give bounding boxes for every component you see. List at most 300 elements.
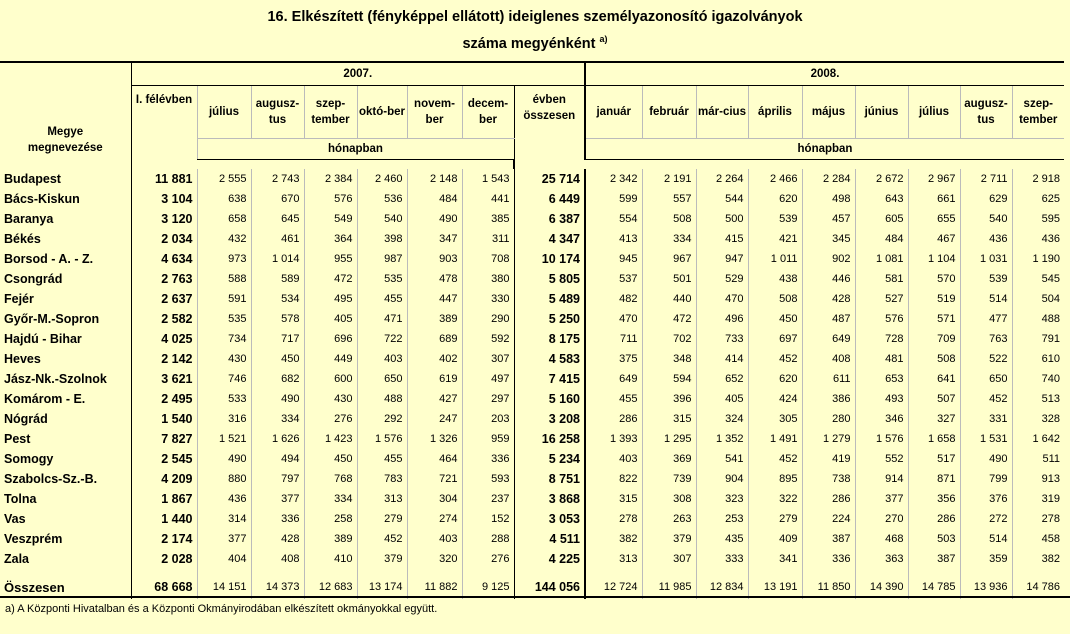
table-cell: 11 882 [407, 575, 462, 599]
table-cell: 581 [855, 269, 908, 289]
table-cell: 432 [197, 229, 251, 249]
table-row [0, 249, 1064, 269]
table-cell: 734 [197, 329, 251, 349]
table-cell: 2 743 [251, 169, 304, 189]
table-cell: 1 540 [131, 409, 197, 429]
table-cell: 740 [1012, 369, 1064, 389]
table-cell: 619 [407, 369, 462, 389]
table-cell: 409 [748, 529, 802, 549]
table-cell: 799 [960, 469, 1012, 489]
table-row [0, 289, 1064, 309]
table-cell: 471 [357, 309, 407, 329]
table-cell: 3 104 [131, 189, 197, 209]
table-cell: 389 [407, 309, 462, 329]
county-name: Zala [4, 552, 30, 566]
table-cell: 452 [748, 449, 802, 469]
table-cell: 552 [855, 449, 908, 469]
table-cell: 382 [585, 529, 642, 549]
table-cell: 709 [908, 329, 960, 349]
county-name: Vas [4, 512, 26, 526]
table-cell: 314 [197, 509, 251, 529]
table-row [0, 369, 1064, 389]
table-cell: 650 [960, 369, 1012, 389]
table-cell: 5 489 [514, 289, 585, 309]
table-cell: 545 [1012, 269, 1064, 289]
table-cell: 2 148 [407, 169, 462, 189]
table-cell: 557 [642, 189, 696, 209]
table-cell: 708 [462, 249, 514, 269]
table-cell: 2 034 [131, 229, 197, 249]
table-cell: 488 [1012, 309, 1064, 329]
table-cell: 2 264 [696, 169, 748, 189]
table-row [0, 329, 1064, 349]
table-cell: 2 582 [131, 309, 197, 329]
year-2007-header: 2007. [131, 62, 585, 86]
table-cell: 5 160 [514, 389, 585, 409]
county-name: Jász-Nk.-Szolnok [4, 372, 107, 386]
table-cell: 763 [960, 329, 1012, 349]
table-cell: 605 [855, 209, 908, 229]
table-cell: 316 [197, 409, 251, 429]
table-cell: 430 [304, 389, 357, 409]
county-name: Borsod - A. - Z. [4, 252, 94, 266]
table-cell: 641 [908, 369, 960, 389]
table-cell: 2 711 [960, 169, 1012, 189]
table-cell: 535 [357, 269, 407, 289]
table-cell: 652 [696, 369, 748, 389]
table-cell: 415 [696, 229, 748, 249]
table-cell: 313 [357, 489, 407, 509]
table-cell: 895 [748, 469, 802, 489]
table-cell: 450 [748, 309, 802, 329]
table-cell: 571 [908, 309, 960, 329]
table-cell: 591 [197, 289, 251, 309]
table-cell: 696 [304, 329, 357, 349]
table-cell: 379 [642, 529, 696, 549]
table-row [0, 549, 1064, 569]
footnote: a) A Központi Hivatalban és a Központi Okmányirodában elkészített okmányokkal együtt. [0, 596, 1070, 615]
table-cell: 436 [960, 229, 1012, 249]
table-cell: 497 [462, 369, 514, 389]
table-cell: 541 [696, 449, 748, 469]
table-cell: 468 [855, 529, 908, 549]
table-cell: 450 [251, 349, 304, 369]
table-cell: 638 [197, 189, 251, 209]
table-cell: 711 [585, 329, 642, 349]
table-cell: 377 [197, 529, 251, 549]
table-cell: 517 [908, 449, 960, 469]
row-label-text: Megye megnevezése [27, 125, 103, 154]
table-cell: 768 [304, 469, 357, 489]
table-cell: 649 [802, 329, 855, 349]
table-cell: 535 [197, 309, 251, 329]
table-cell: 1 576 [855, 429, 908, 449]
table-cell: 2 466 [748, 169, 802, 189]
table-cell: 620 [748, 189, 802, 209]
table-cell: 472 [304, 269, 357, 289]
table-cell: 490 [407, 209, 462, 229]
col-header-2008-2: már-cius [696, 86, 748, 139]
table-cell: 7 827 [131, 429, 197, 449]
table-cell: 286 [802, 489, 855, 509]
table-cell: 578 [251, 309, 304, 329]
table-cell: 1 423 [304, 429, 357, 449]
table-cell: 508 [748, 289, 802, 309]
table-cell: 336 [251, 509, 304, 529]
table-cell: 4 634 [131, 249, 197, 269]
table-cell: 494 [251, 449, 304, 469]
table-cell: 519 [908, 289, 960, 309]
col-header-2008-5: június [855, 86, 908, 139]
table-cell: 450 [304, 449, 357, 469]
table-cell: 286 [908, 509, 960, 529]
table-cell: 2 672 [855, 169, 908, 189]
table-cell: 2 284 [802, 169, 855, 189]
table-cell: 3 208 [514, 409, 585, 429]
col-header-2007-6: decem-ber [462, 86, 514, 139]
table-cell: 1 352 [696, 429, 748, 449]
table-cell: 290 [462, 309, 514, 329]
table-cell: 408 [802, 349, 855, 369]
table-cell: 375 [585, 349, 642, 369]
table-cell: 539 [748, 209, 802, 229]
table-cell: 331 [960, 409, 1012, 429]
table-cell: 722 [357, 329, 407, 349]
table-cell: 449 [304, 349, 357, 369]
table-cell: 403 [585, 449, 642, 469]
table-title [0, 6, 1070, 55]
county-name: Nógrád [4, 412, 48, 426]
table-cell: 16 258 [514, 429, 585, 449]
table-cell: 973 [197, 249, 251, 269]
table-cell: 1 867 [131, 489, 197, 509]
table-cell: 404 [197, 549, 251, 569]
table-cell: 389 [304, 529, 357, 549]
table-cell: 1 279 [802, 429, 855, 449]
table-cell: 570 [908, 269, 960, 289]
table-cell: 536 [357, 189, 407, 209]
table-cell: 276 [304, 409, 357, 429]
county-name: Somogy [4, 452, 54, 466]
table-cell: 2 384 [304, 169, 357, 189]
table-cell: 947 [696, 249, 748, 269]
table-cell: 783 [357, 469, 407, 489]
table-cell: 967 [642, 249, 696, 269]
table-cell: 253 [696, 509, 748, 529]
table-cell: 539 [960, 269, 1012, 289]
col-header-2007-3: szep-tember [304, 86, 357, 139]
table-cell: 472 [642, 309, 696, 329]
table-cell: 3 621 [131, 369, 197, 389]
table-cell: 336 [462, 449, 514, 469]
table-row [0, 469, 1064, 489]
title-line-1: 16. Elkészített (fényképpel ellátott) ideiglenes személyazonosító igazolványok [267, 9, 803, 25]
table-cell: 405 [304, 309, 357, 329]
table-cell: 5 234 [514, 449, 585, 469]
col-header-2008-8: szep-tember [1012, 86, 1064, 139]
table-cell: 304 [407, 489, 462, 509]
table-cell: 341 [748, 549, 802, 569]
table-cell: 1 642 [1012, 429, 1064, 449]
col-header-2008-7: augusz-tus [960, 86, 1012, 139]
table-cell: 592 [462, 329, 514, 349]
table-cell: 11 850 [802, 575, 855, 599]
table-cell: 544 [696, 189, 748, 209]
table-cell: 1 295 [642, 429, 696, 449]
table-cell: 385 [462, 209, 514, 229]
table-cell: 1 543 [462, 169, 514, 189]
table-cell: 503 [908, 529, 960, 549]
table-row [0, 309, 1064, 329]
table-cell: 650 [357, 369, 407, 389]
table-cell: 405 [696, 389, 748, 409]
table-cell: 11 985 [642, 575, 696, 599]
table-cell: 498 [802, 189, 855, 209]
table-cell: 3 053 [514, 509, 585, 529]
table-cell: 1 011 [748, 249, 802, 269]
table-cell: 2 174 [131, 529, 197, 549]
county-name: Pest [4, 432, 31, 446]
table-cell: 452 [748, 349, 802, 369]
table-cell: 689 [407, 329, 462, 349]
col-header-2008-4: május [802, 86, 855, 139]
table-cell: 377 [251, 489, 304, 509]
table-cell: 2 637 [131, 289, 197, 309]
table-cell: 324 [696, 409, 748, 429]
table-cell: 279 [748, 509, 802, 529]
year-2008-header: 2008. [585, 62, 1064, 86]
table-cell: 600 [304, 369, 357, 389]
table-cell: 490 [197, 449, 251, 469]
table-cell: 488 [357, 389, 407, 409]
table-cell: 410 [304, 549, 357, 569]
table-cell: 500 [696, 209, 748, 229]
table-cell: 959 [462, 429, 514, 449]
table-cell: 359 [960, 549, 1012, 569]
col-header-2007-1: július [197, 86, 251, 139]
county-name: Komárom - E. [4, 392, 86, 406]
table-cell: 320 [407, 549, 462, 569]
table-cell: 247 [407, 409, 462, 429]
table-cell: 529 [696, 269, 748, 289]
table-cell: 658 [197, 209, 251, 229]
table-cell: 576 [855, 309, 908, 329]
table-cell: 481 [855, 349, 908, 369]
table-cell: 313 [585, 549, 642, 569]
table-cell: 286 [585, 409, 642, 429]
title-line-2 [0, 28, 1070, 55]
table-cell: 414 [696, 349, 748, 369]
county-name: Szabolcs-Sz.-B. [4, 472, 98, 486]
table-cell: 1 031 [960, 249, 1012, 269]
table-cell: 8 751 [514, 469, 585, 489]
table-cell: 2 191 [642, 169, 696, 189]
table-cell: 436 [197, 489, 251, 509]
table-cell: 440 [642, 289, 696, 309]
table-cell: 464 [407, 449, 462, 469]
table-cell: 670 [251, 189, 304, 209]
table-cell: 478 [407, 269, 462, 289]
table-cell: 270 [855, 509, 908, 529]
table-cell: 68 668 [131, 575, 197, 599]
table-cell: 620 [748, 369, 802, 389]
table-cell: 593 [462, 469, 514, 489]
table-cell: 152 [462, 509, 514, 529]
county-name: Békés [4, 232, 41, 246]
table-cell: 12 724 [585, 575, 642, 599]
table-cell: 396 [642, 389, 696, 409]
table-cell: 533 [197, 389, 251, 409]
table-cell: 534 [251, 289, 304, 309]
table-row [0, 529, 1064, 549]
table-row [0, 449, 1064, 469]
table-cell: 1 626 [251, 429, 304, 449]
table-cell: 11 881 [131, 169, 197, 189]
table-cell: 452 [357, 529, 407, 549]
table-cell: 334 [251, 409, 304, 429]
monthly-2008-label: hónapban [585, 139, 1064, 160]
county-name: Összesen [4, 579, 65, 595]
table-cell: 625 [1012, 189, 1064, 209]
table-cell: 435 [696, 529, 748, 549]
table-cell: 599 [585, 189, 642, 209]
table-cell: 278 [585, 509, 642, 529]
table-cell: 1 576 [357, 429, 407, 449]
table-row [0, 389, 1064, 409]
table-cell: 511 [1012, 449, 1064, 469]
table-cell: 447 [407, 289, 462, 309]
table-cell: 280 [802, 409, 855, 429]
table-cell: 274 [407, 509, 462, 529]
table-cell: 903 [407, 249, 462, 269]
county-name: Győr-M.-Sopron [4, 312, 100, 326]
table-cell: 413 [585, 229, 642, 249]
table-cell: 452 [960, 389, 1012, 409]
county-name: Baranya [4, 212, 54, 226]
table-cell: 2 495 [131, 389, 197, 409]
table-cell: 258 [304, 509, 357, 529]
table-cell: 346 [855, 409, 908, 429]
col-header-2008-1: február [642, 86, 696, 139]
table-cell: 455 [585, 389, 642, 409]
table-cell: 382 [1012, 549, 1064, 569]
table-cell: 14 785 [908, 575, 960, 599]
title-line-2-text: száma megyénként [462, 36, 596, 52]
table-cell: 430 [197, 349, 251, 369]
table-cell: 610 [1012, 349, 1064, 369]
table-cell: 508 [908, 349, 960, 369]
table-cell: 25 714 [514, 169, 585, 189]
table-cell: 2 555 [197, 169, 251, 189]
table-cell: 5 805 [514, 269, 585, 289]
table-cell: 484 [855, 229, 908, 249]
table-cell: 3 868 [514, 489, 585, 509]
table-cell: 733 [696, 329, 748, 349]
table-cell: 611 [802, 369, 855, 389]
table-cell: 14 390 [855, 575, 908, 599]
table-cell: 955 [304, 249, 357, 269]
table-cell: 272 [960, 509, 1012, 529]
table-cell: 4 225 [514, 549, 585, 569]
table-cell: 12 834 [696, 575, 748, 599]
table-cell: 237 [462, 489, 514, 509]
table-cell: 379 [357, 549, 407, 569]
table-cell: 348 [642, 349, 696, 369]
table-row [0, 349, 1064, 369]
table-cell: 493 [855, 389, 908, 409]
table-cell: 746 [197, 369, 251, 389]
table-cell: 356 [908, 489, 960, 509]
table-cell: 1 393 [585, 429, 642, 449]
table-cell: 507 [908, 389, 960, 409]
table-cell: 1 081 [855, 249, 908, 269]
table-cell: 2 763 [131, 269, 197, 289]
table-cell: 4 347 [514, 229, 585, 249]
table-cell: 419 [802, 449, 855, 469]
table-cell: 9 125 [462, 575, 514, 599]
table-cell: 902 [802, 249, 855, 269]
table-cell: 330 [462, 289, 514, 309]
table-cell: 322 [748, 489, 802, 509]
table-cell: 527 [855, 289, 908, 309]
table-cell: 537 [585, 269, 642, 289]
table-cell: 728 [855, 329, 908, 349]
table-cell: 4 025 [131, 329, 197, 349]
table-cell: 305 [748, 409, 802, 429]
table-cell: 822 [585, 469, 642, 489]
table-cell: 14 151 [197, 575, 251, 599]
row-label-header [0, 62, 131, 160]
table-cell: 144 056 [514, 575, 585, 599]
table-cell: 1 491 [748, 429, 802, 449]
table-cell: 455 [357, 289, 407, 309]
table-cell: 386 [802, 389, 855, 409]
col-header-2008-3: április [748, 86, 802, 139]
table-cell: 702 [642, 329, 696, 349]
table-cell: 323 [696, 489, 748, 509]
title-footnote-mark: a) [599, 34, 608, 44]
table-cell: 10 174 [514, 249, 585, 269]
table-cell: 697 [748, 329, 802, 349]
table-cell: 487 [802, 309, 855, 329]
table-cell: 319 [1012, 489, 1064, 509]
table-row [0, 209, 1064, 229]
county-name: Heves [4, 352, 41, 366]
table-cell: 14 373 [251, 575, 304, 599]
table-cell: 904 [696, 469, 748, 489]
table-cell: 554 [585, 209, 642, 229]
table-cell: 880 [197, 469, 251, 489]
table-cell: 369 [642, 449, 696, 469]
table-cell: 913 [1012, 469, 1064, 489]
table-row [0, 409, 1064, 429]
table-cell: 682 [251, 369, 304, 389]
table-cell: 470 [696, 289, 748, 309]
county-name: Tolna [4, 492, 37, 506]
table-cell: 421 [748, 229, 802, 249]
table-cell: 311 [462, 229, 514, 249]
table-cell: 6 387 [514, 209, 585, 229]
table-cell: 203 [462, 409, 514, 429]
table-cell: 2 028 [131, 549, 197, 569]
table-row [0, 269, 1064, 289]
table-cell: 8 175 [514, 329, 585, 349]
table-cell: 2 142 [131, 349, 197, 369]
table-cell: 1 104 [908, 249, 960, 269]
table-cell: 594 [642, 369, 696, 389]
table-cell: 307 [462, 349, 514, 369]
col-header-2008-0: január [585, 86, 642, 139]
